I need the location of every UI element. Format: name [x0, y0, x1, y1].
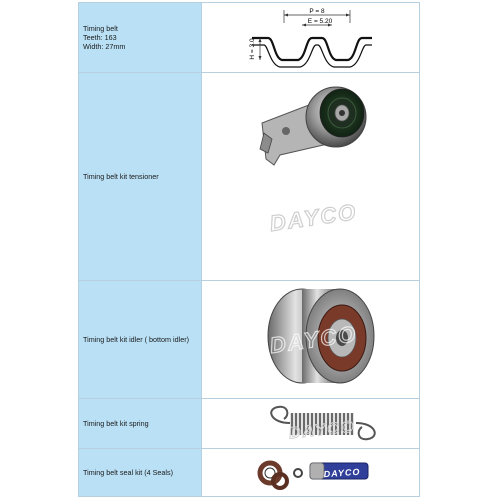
- svg-text:DAYCO: DAYCO: [268, 199, 359, 237]
- label-line: Timing belt seal kit (4 Seals): [83, 468, 174, 477]
- spring-photo: [202, 399, 426, 449]
- image-timing-belt: [202, 3, 420, 73]
- label-idler: [79, 281, 202, 399]
- label-line: Width: 27mm: [83, 42, 126, 51]
- label-line: Timing belt kit tensioner: [83, 172, 159, 181]
- seal-kit-photo: [202, 449, 426, 497]
- height-label: H = 3.0: [249, 38, 256, 60]
- dayco-watermark: [268, 199, 358, 236]
- image-spring: [202, 399, 420, 449]
- parts-table: [78, 2, 420, 497]
- row-idler: [79, 281, 420, 399]
- label-timing-belt: [79, 3, 202, 73]
- svg-text:DAYCO: DAYCO: [268, 321, 359, 359]
- belt-profile-diagram: [202, 3, 426, 73]
- tensioner-photo: [202, 73, 426, 281]
- label-tensioner: [79, 73, 202, 281]
- idler-pulley-photo: [202, 281, 426, 399]
- dayco-watermark: [288, 419, 356, 443]
- svg-text:DAYCO: DAYCO: [323, 466, 361, 480]
- label-line: Timing belt kit idler ( bottom idler): [83, 335, 189, 344]
- label-seal-kit: [79, 449, 202, 497]
- label-line: Teeth: 163: [83, 33, 117, 42]
- label-line: Timing belt: [83, 24, 118, 33]
- row-tensioner: [79, 73, 420, 281]
- row-timing-belt: [79, 3, 420, 73]
- label-line: Timing belt kit spring: [83, 419, 149, 428]
- label-spring: [79, 399, 202, 449]
- pitch-label: P = 8: [309, 8, 325, 15]
- image-tensioner: [202, 73, 420, 281]
- tooth-width-label: E = 5.20: [307, 18, 333, 25]
- image-seal-kit: [202, 449, 420, 497]
- row-spring: [79, 399, 420, 449]
- image-idler: [202, 281, 420, 399]
- svg-text:DAYCO: DAYCO: [288, 418, 357, 443]
- row-seal-kit: [79, 449, 420, 497]
